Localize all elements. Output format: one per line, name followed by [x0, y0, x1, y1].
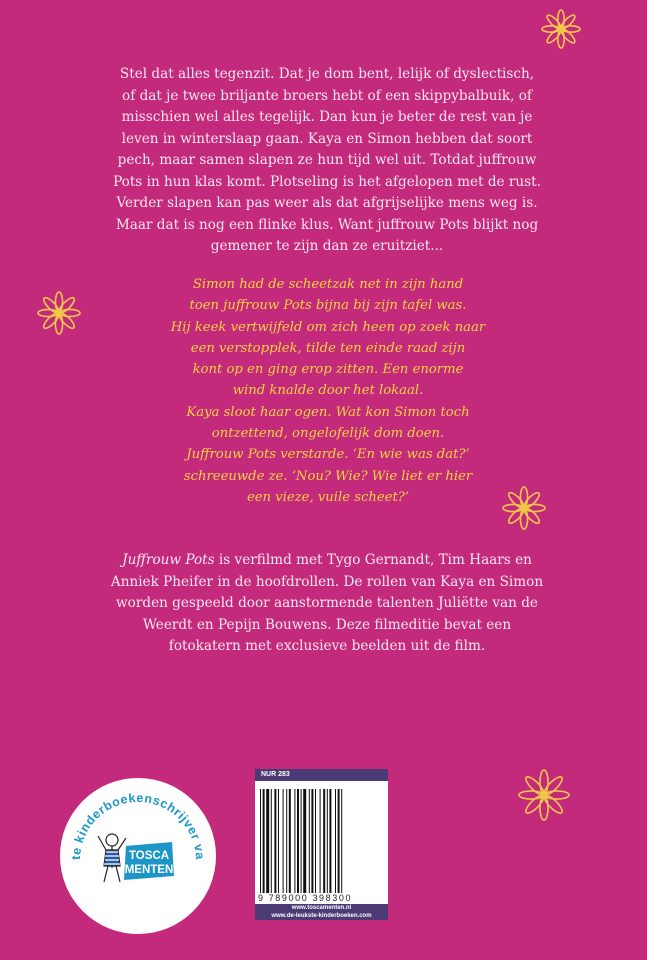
barcode-bar — [263, 789, 265, 893]
excerpt-line: ontzettend, ongelofelijk dom doen. — [211, 426, 445, 442]
back-cover-blurb: Stel dat alles tegenzit. Dat je dom bent, lelijk of dyslectisch, of dat je twee briljante broers hebt of een skippybalbuik, of misschien wel alles tegelijk. Dan kun je beter de rest van je leven in winterslaap gaan. Kaya en Simon hebben dat soort pech, maar samen slapen ze hun tijd wel uit. Totdat juffrouw Pots in hun klas komt. Plotseling is het afgelopen met de rust. Verder slapen kan pas weer als dat afgrijselijke mens weg is. Maar dat is nog een flinke klus. Want juffrouw Pots blijkt nog gemener te zijn dan ze eruitziet... — [113, 66, 541, 254]
barcode-bar — [266, 789, 269, 893]
author-badge-graphic — [60, 778, 216, 934]
barcode-bar — [283, 789, 284, 893]
barcode-bar — [315, 789, 316, 893]
illustrated-figure-icon — [98, 834, 126, 882]
barcode-bar — [335, 789, 336, 893]
barcode-bar — [327, 789, 328, 893]
barcode-bar — [311, 789, 313, 893]
excerpt-line: wind knalde door het lokaal. — [232, 383, 424, 399]
excerpt-line: Hij keek vertwijfeld om zich heen op zoek naar — [170, 319, 486, 335]
barcode-bar — [341, 789, 342, 893]
excerpt-line: kont op en ging erop zitten. Een enorme — [192, 362, 464, 378]
isbn-number: 9 789000 398300 — [258, 893, 353, 903]
barcode-bar — [260, 789, 261, 893]
barcode-bars — [260, 789, 383, 893]
publisher-urls — [255, 904, 388, 920]
excerpt-line: Juffrouw Pots verstarde. ‘En wie was dat?’ — [186, 447, 470, 463]
barcode-bar — [323, 789, 325, 893]
tosca-menten-logo — [124, 842, 174, 880]
publisher-website: www.de-leukste-kinderboeken.com — [271, 912, 372, 919]
barcode-bar — [286, 789, 287, 893]
flower-icon — [514, 765, 574, 825]
excerpt-line: een vieze, vuile scheet?’ — [246, 489, 410, 505]
barcode-bar — [278, 789, 279, 893]
book-excerpt — [158, 274, 498, 508]
barcode-bar — [309, 789, 310, 893]
author-badge — [60, 778, 216, 934]
barcode-bar — [329, 789, 331, 893]
excerpt-line: toen juffrouw Pots bijna bij zijn tafel was. — [189, 298, 467, 314]
logo-word-1: TOSCA — [128, 850, 170, 862]
excerpt-line: schreeuwde ze. ‘Nou? Wie? Wie liet er hier — [183, 468, 473, 484]
barcode-bar — [303, 789, 306, 893]
film-edition-note — [110, 550, 544, 658]
author-website: www.toscamenten.nl — [291, 905, 352, 911]
barcode-bar — [297, 789, 299, 893]
barcode-bar — [289, 789, 291, 893]
logo-word-2: MENTEN — [124, 864, 174, 876]
barcode-bar — [271, 789, 272, 893]
excerpt-line: Simon had de scheetzak net in zijn hand — [192, 277, 464, 292]
barcode-bar — [301, 789, 302, 893]
barcode-bar — [320, 789, 321, 893]
barcode-bar — [274, 789, 276, 893]
flower-icon — [538, 6, 584, 52]
nur-code: NUR 283 — [255, 769, 388, 781]
excerpt-line: een verstopplek, tilde ten einde raad zijn — [190, 340, 466, 356]
barcode-bar — [338, 789, 340, 893]
film-edition-text: is verfilmd met Tygo Gernandt, Tim Haars en Anniek Pheifer in de hoofdrollen. De rollen van Kaya en Simon worden gespeeld door aanstormende talenten Juliëtte van de Weerdt en Pepijn Bouwens. Deze filmeditie bevat een fotokatern met exclusieve beelden uit de film. — [110, 552, 544, 654]
book-title: Juffrouw Pots — [122, 552, 215, 568]
excerpt-line: Kaya sloot haar ogen. Wat kon Simon toch — [186, 404, 470, 420]
flower-icon — [498, 482, 550, 534]
barcode-bar — [294, 789, 295, 893]
badge-ring-text: te kinderboekenschrijver va — [68, 790, 208, 861]
flower-icon — [33, 287, 85, 339]
